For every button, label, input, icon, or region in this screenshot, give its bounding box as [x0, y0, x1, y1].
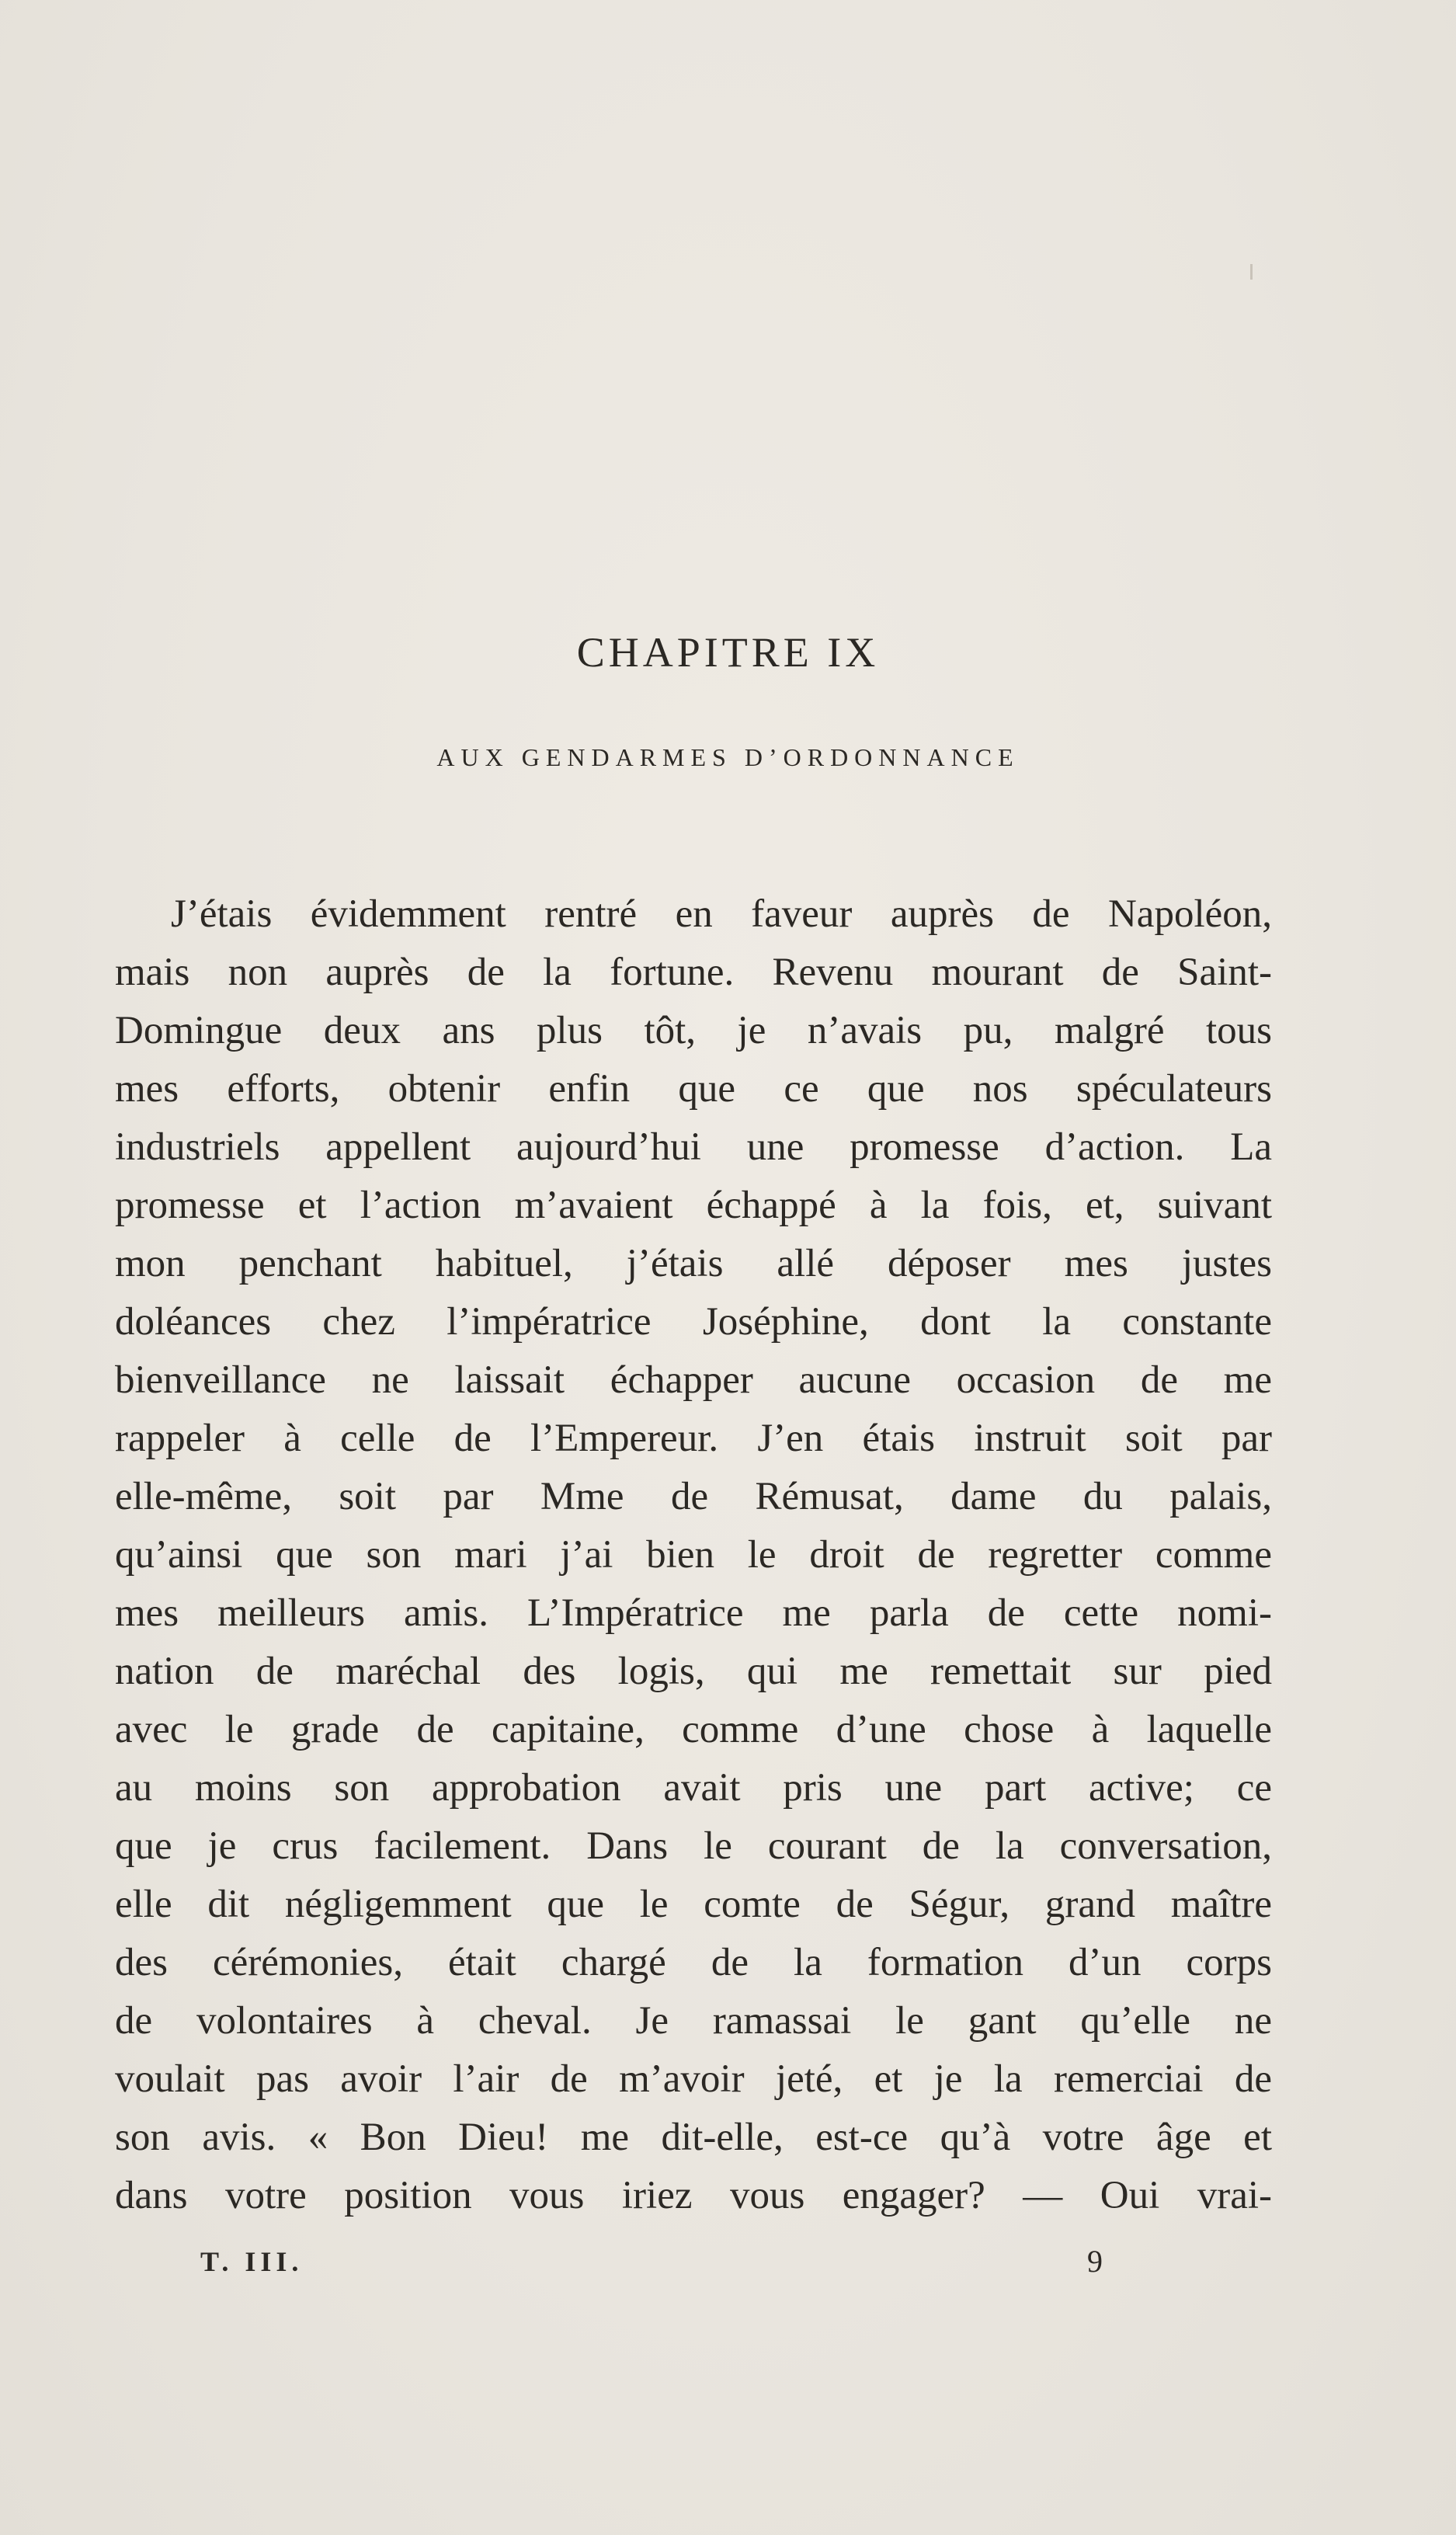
text-line: J’étais évidemment rentré en faveur auprès de Napoléon,	[171, 892, 1272, 936]
signature-number: 9	[1087, 2244, 1103, 2279]
chapter-subtitle: AUX GENDARMES D’ORDONNANCE	[436, 743, 1020, 771]
text-line: elle dit négligemment que le comte de Ségur, grand maître	[115, 1883, 1272, 1926]
text-line: de volontaires à cheval. Je ramassai le gant qu’elle ne	[115, 1999, 1272, 2043]
text-line: mon penchant habituel, j’étais allé déposer mes justes	[115, 1242, 1272, 1285]
volume-signature: T. III.	[200, 2246, 304, 2277]
text-line: Domingue deux ans plus tôt, je n’avais pu, malgré tous	[115, 1009, 1272, 1052]
text-line: rappeler à celle de l’Empereur. J’en étais instruit soit par	[115, 1417, 1272, 1460]
text-line: bienveillance ne laissait échapper aucune occasion de me	[115, 1358, 1272, 1402]
text-line: elle-même, soit par Mme de Rémusat, dame du palais,	[115, 1475, 1272, 1518]
text-line: mais non auprès de la fortune. Revenu mourant de Saint-	[115, 951, 1272, 994]
text-line: que je crus facilement. Dans le courant de la conversation,	[115, 1824, 1272, 1868]
page-mark	[1250, 264, 1253, 280]
text-line: mes efforts, obtenir enfin que ce que nos spéculateurs	[115, 1067, 1272, 1111]
body-text	[115, 885, 1272, 2225]
text-line: industriels appellent aujourd’hui une promesse d’action. La	[115, 1125, 1272, 1169]
text-line: son avis. « Bon Dieu! me dit-elle, est-ce qu’à votre âge et	[115, 2116, 1272, 2159]
chapter-title: CHAPITRE IX	[576, 629, 880, 676]
text-line: des cérémonies, était chargé de la formation d’un corps	[115, 1941, 1272, 1984]
text-line: dans votre position vous iriez vous engager? — Oui vrai-	[115, 2174, 1272, 2217]
page-footer	[0, 2238, 1456, 2285]
text-line: avec le grade de capitaine, comme d’une chose à laquelle	[115, 1708, 1272, 1751]
text-line: promesse et l’action m’avaient échappé à la fois, et, suivant	[115, 1184, 1272, 1227]
text-line: doléances chez l’impératrice Joséphine, dont la constante	[115, 1300, 1272, 1344]
text-line: voulait pas avoir l’air de m’avoir jeté, et je la remerciai de	[115, 2057, 1272, 2101]
text-line: qu’ainsi que son mari j’ai bien le droit de regretter comme	[115, 1533, 1272, 1577]
text-line: mes meilleurs amis. L’Impératrice me parla de cette nomi-	[115, 1591, 1272, 1635]
text-line: nation de maréchal des logis, qui me remettait sur pied	[115, 1650, 1272, 1693]
text-line: au moins son approbation avait pris une part active; ce	[115, 1766, 1272, 1810]
